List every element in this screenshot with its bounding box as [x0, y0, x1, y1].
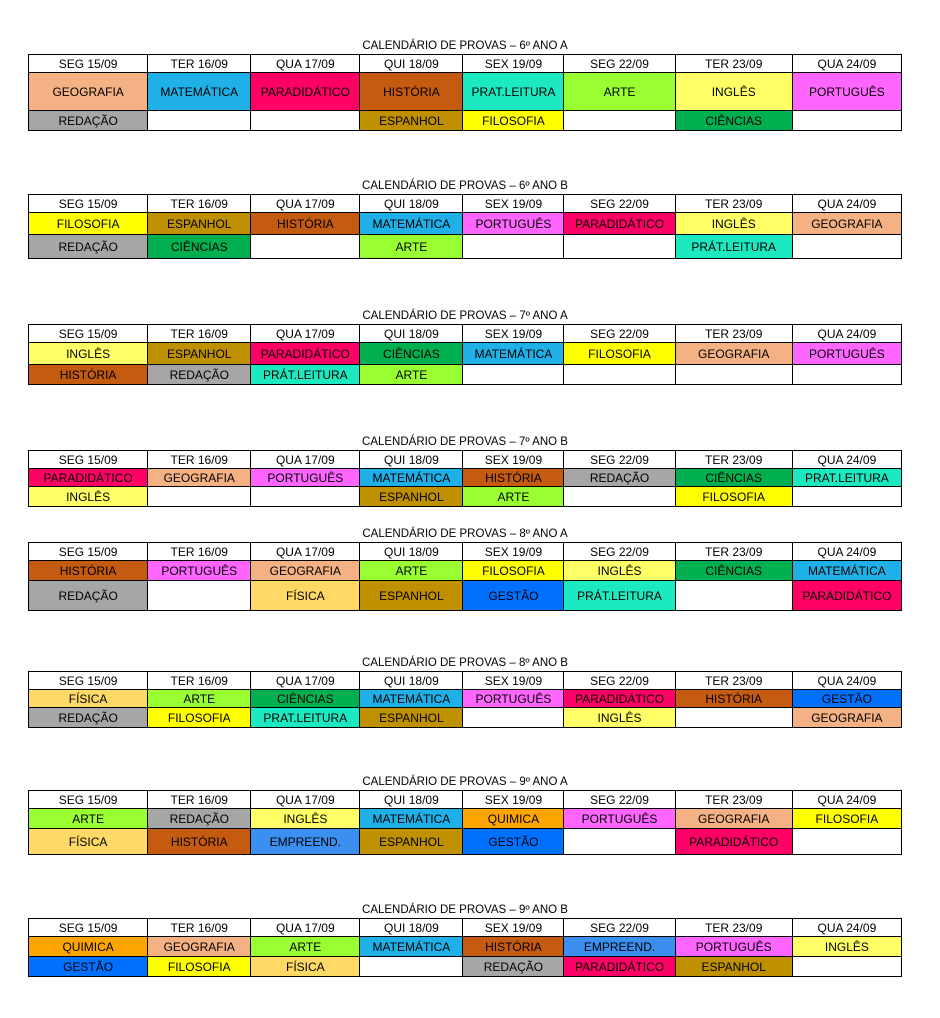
subject-cell: GEOGRAFIA	[148, 469, 251, 487]
day-header: QUA 17/09	[251, 791, 360, 809]
subject-cell: REDAÇÃO	[29, 708, 148, 728]
empty-cell	[148, 111, 251, 131]
day-header: QUA 24/09	[792, 325, 901, 343]
header-row	[29, 791, 902, 809]
subject-cell: QUIMICA	[463, 809, 564, 829]
subject-cell: PRÁT.LEITURA	[564, 581, 675, 611]
subject-cell: MATEMÁTICA	[463, 343, 564, 365]
subject-cell: FILOSOFIA	[29, 213, 148, 235]
day-header: SEG 15/09	[29, 195, 148, 213]
subject-cell: PARADIDÁTICO	[564, 213, 675, 235]
subject-cell: FILOSOFIA	[148, 708, 251, 728]
day-header: QUA 17/09	[251, 325, 360, 343]
subject-cell: PARADIDÁTICO	[251, 73, 360, 111]
subject-cell: FILOSOFIA	[463, 111, 564, 131]
subject-cell: GEOGRAFIA	[792, 213, 901, 235]
day-header: QUA 24/09	[792, 791, 901, 809]
schedule-table	[28, 54, 902, 131]
day-header: TER 16/09	[148, 195, 251, 213]
subject-cell: FÍSICA	[251, 581, 360, 611]
day-header: SEX 19/09	[463, 672, 564, 690]
subject-cell: GEOGRAFIA	[29, 73, 148, 111]
empty-cell	[564, 235, 675, 259]
empty-cell	[792, 487, 901, 507]
subject-cell: INGLÊS	[29, 343, 148, 365]
subject-cell: GESTÃO	[29, 957, 148, 977]
subject-cell: HISTÓRIA	[360, 73, 463, 111]
subject-cell: REDAÇÃO	[29, 581, 148, 611]
subject-cell: GESTÃO	[463, 829, 564, 855]
subject-cell: ARTE	[148, 690, 251, 708]
subject-cell: PORTUGUÊS	[792, 73, 901, 111]
day-header: QUI 18/09	[360, 791, 463, 809]
day-header: QUA 17/09	[251, 195, 360, 213]
subject-cell: CIÊNCIAS	[251, 690, 360, 708]
day-header: SEX 19/09	[463, 325, 564, 343]
schedule-table	[28, 324, 902, 385]
day-header: SEG 15/09	[29, 919, 148, 937]
day-header: TER 23/09	[675, 791, 792, 809]
day-header: QUI 18/09	[360, 672, 463, 690]
day-header: QUA 24/09	[792, 672, 901, 690]
subject-cell: PORTUGUÊS	[463, 690, 564, 708]
day-header: QUI 18/09	[360, 543, 463, 561]
subject-cell: HISTÓRIA	[29, 561, 148, 581]
subject-cell: INGLÊS	[675, 213, 792, 235]
empty-cell	[564, 487, 675, 507]
subject-row	[29, 937, 902, 957]
subject-cell: MATEMÁTICA	[360, 809, 463, 829]
subject-cell: GEOGRAFIA	[148, 937, 251, 957]
subject-cell: GEOGRAFIA	[675, 809, 792, 829]
subject-cell: ESPANHOL	[148, 213, 251, 235]
subject-row	[29, 73, 902, 111]
subject-cell: INGLÊS	[29, 487, 148, 507]
subject-cell: GEOGRAFIA	[792, 708, 901, 728]
subject-cell: MATEMÁTICA	[148, 73, 251, 111]
subject-cell: REDAÇÃO	[463, 957, 564, 977]
day-header: QUA 24/09	[792, 919, 901, 937]
schedule-title: CALENDÁRIO DE PROVAS – 7º ANO A	[362, 310, 568, 322]
subject-cell: GEOGRAFIA	[251, 561, 360, 581]
schedule-block	[28, 774, 902, 855]
empty-cell	[792, 365, 901, 385]
subject-cell: INGLÊS	[564, 708, 675, 728]
subject-cell: QUIMICA	[29, 937, 148, 957]
subject-row	[29, 343, 902, 365]
subject-row	[29, 809, 902, 829]
day-header: QUI 18/09	[360, 919, 463, 937]
day-header: SEG 22/09	[564, 55, 675, 73]
day-header: QUA 17/09	[251, 451, 360, 469]
day-header: TER 23/09	[675, 543, 792, 561]
subject-cell: FILOSOFIA	[148, 957, 251, 977]
subject-cell: GESTÃO	[463, 581, 564, 611]
subject-cell: PRÁT.LEITURA	[675, 235, 792, 259]
schedule-block	[28, 178, 902, 259]
subject-cell: PORTUGUÊS	[564, 809, 675, 829]
subject-cell: HISTÓRIA	[463, 469, 564, 487]
subject-cell: INGLÊS	[251, 809, 360, 829]
subject-row	[29, 561, 902, 581]
schedule-title: CALENDÁRIO DE PROVAS – 9º ANO B	[362, 904, 568, 916]
subject-cell: PARADIDÁTICO	[29, 469, 148, 487]
subject-cell: PARADIDÁTICO	[564, 690, 675, 708]
subject-cell: ESPANHOL	[360, 581, 463, 611]
day-header: SEX 19/09	[463, 543, 564, 561]
day-header: SEX 19/09	[463, 791, 564, 809]
day-header: TER 16/09	[148, 325, 251, 343]
subject-cell: EMPREEND.	[251, 829, 360, 855]
schedule-table	[28, 542, 902, 611]
day-header: TER 16/09	[148, 919, 251, 937]
subject-cell: ESPANHOL	[360, 111, 463, 131]
empty-cell	[463, 708, 564, 728]
subject-cell: MATEMÁTICA	[360, 937, 463, 957]
schedule-table	[28, 918, 902, 977]
subject-cell: HISTÓRIA	[251, 213, 360, 235]
subject-row	[29, 111, 902, 131]
day-header: TER 23/09	[675, 451, 792, 469]
empty-cell	[360, 957, 463, 977]
day-header: SEG 22/09	[564, 919, 675, 937]
day-header: SEX 19/09	[463, 919, 564, 937]
subject-row	[29, 957, 902, 977]
subject-cell: HISTÓRIA	[29, 365, 148, 385]
subject-cell: PRAT.LEITURA	[463, 73, 564, 111]
day-header: SEG 22/09	[564, 543, 675, 561]
schedule-table	[28, 450, 902, 507]
schedule-table	[28, 194, 902, 259]
subject-cell: PARADIDÁTICO	[792, 581, 901, 611]
subject-cell: REDAÇÃO	[148, 365, 251, 385]
empty-cell	[463, 365, 564, 385]
subject-row	[29, 708, 902, 728]
schedule-block	[28, 526, 902, 611]
subject-cell: PARADIDÁTICO	[675, 829, 792, 855]
subject-cell: FÍSICA	[29, 690, 148, 708]
subject-cell: ARTE	[251, 937, 360, 957]
day-header: SEG 22/09	[564, 791, 675, 809]
header-row	[29, 195, 902, 213]
empty-cell	[675, 581, 792, 611]
empty-cell	[792, 235, 901, 259]
empty-cell	[792, 829, 901, 855]
subject-cell: GESTÃO	[792, 690, 901, 708]
day-header: TER 16/09	[148, 672, 251, 690]
subject-cell: FÍSICA	[251, 957, 360, 977]
schedule-block	[28, 38, 902, 131]
subject-cell: HISTÓRIA	[463, 937, 564, 957]
day-header: QUA 17/09	[251, 919, 360, 937]
day-header: TER 23/09	[675, 919, 792, 937]
subject-cell: ARTE	[360, 365, 463, 385]
subject-cell: INGLÊS	[564, 561, 675, 581]
schedule-block	[28, 434, 902, 507]
schedule-title: CALENDÁRIO DE PROVAS – 6º ANO B	[362, 180, 568, 192]
day-header: TER 16/09	[148, 451, 251, 469]
empty-cell	[463, 235, 564, 259]
subject-row	[29, 690, 902, 708]
subject-cell: MATEMÁTICA	[792, 561, 901, 581]
subject-cell: PRAT.LEITURA	[792, 469, 901, 487]
subject-cell: MATEMÁTICA	[360, 213, 463, 235]
header-row	[29, 672, 902, 690]
subject-cell: ARTE	[360, 235, 463, 259]
day-header: SEG 15/09	[29, 451, 148, 469]
day-header: SEX 19/09	[463, 195, 564, 213]
day-header: QUA 17/09	[251, 55, 360, 73]
day-header: TER 16/09	[148, 791, 251, 809]
subject-cell: ESPANHOL	[148, 343, 251, 365]
empty-cell	[564, 829, 675, 855]
day-header: QUI 18/09	[360, 325, 463, 343]
empty-cell	[675, 708, 792, 728]
schedule-table	[28, 790, 902, 855]
subject-cell: INGLÊS	[792, 937, 901, 957]
subject-cell: PRAT.LEITURA	[251, 708, 360, 728]
day-header: SEG 15/09	[29, 791, 148, 809]
subject-cell: REDAÇÃO	[29, 235, 148, 259]
day-header: QUA 17/09	[251, 672, 360, 690]
empty-cell	[675, 365, 792, 385]
schedule-title: CALENDÁRIO DE PROVAS – 9º ANO A	[362, 776, 568, 788]
day-header: SEG 22/09	[564, 451, 675, 469]
subject-cell: CIÊNCIAS	[675, 469, 792, 487]
day-header: QUI 18/09	[360, 451, 463, 469]
subject-cell: CIÊNCIAS	[675, 111, 792, 131]
subject-row	[29, 469, 902, 487]
subject-cell: PORTUGUÊS	[463, 213, 564, 235]
day-header: QUA 17/09	[251, 543, 360, 561]
subject-cell: CIÊNCIAS	[360, 343, 463, 365]
subject-cell: CIÊNCIAS	[675, 561, 792, 581]
empty-cell	[251, 111, 360, 131]
day-header: SEG 15/09	[29, 325, 148, 343]
subject-row	[29, 213, 902, 235]
subject-cell: REDAÇÃO	[148, 809, 251, 829]
subject-cell: ESPANHOL	[675, 957, 792, 977]
subject-cell: EMPREEND.	[564, 937, 675, 957]
subject-cell: REDAÇÃO	[564, 469, 675, 487]
subject-cell: MATEMÁTICA	[360, 469, 463, 487]
header-row	[29, 325, 902, 343]
schedule-block	[28, 655, 902, 728]
subject-cell: CIÊNCIAS	[148, 235, 251, 259]
day-header: QUI 18/09	[360, 55, 463, 73]
schedule-block	[28, 902, 902, 977]
day-header: QUA 24/09	[792, 195, 901, 213]
subject-row	[29, 829, 902, 855]
subject-cell: GEOGRAFIA	[675, 343, 792, 365]
schedule-table	[28, 671, 902, 728]
subject-cell: ESPANHOL	[360, 487, 463, 507]
day-header: QUA 24/09	[792, 451, 901, 469]
day-header: TER 16/09	[148, 543, 251, 561]
day-header: TER 23/09	[675, 325, 792, 343]
subject-cell: ARTE	[564, 73, 675, 111]
subject-cell: PARADIDÁTICO	[251, 343, 360, 365]
schedule-title: CALENDÁRIO DE PROVAS – 7º ANO B	[362, 436, 568, 448]
empty-cell	[564, 365, 675, 385]
day-header: QUI 18/09	[360, 195, 463, 213]
subject-row	[29, 487, 902, 507]
day-header: QUA 24/09	[792, 543, 901, 561]
subject-cell: ARTE	[29, 809, 148, 829]
subject-cell: ARTE	[360, 561, 463, 581]
subject-cell: ARTE	[463, 487, 564, 507]
subject-row	[29, 365, 902, 385]
subject-cell: INGLÊS	[675, 73, 792, 111]
day-header: TER 23/09	[675, 672, 792, 690]
day-header: TER 23/09	[675, 195, 792, 213]
subject-cell: PORTUGUÊS	[148, 561, 251, 581]
day-header: SEX 19/09	[463, 55, 564, 73]
day-header: QUA 24/09	[792, 55, 901, 73]
day-header: SEG 15/09	[29, 55, 148, 73]
empty-cell	[251, 487, 360, 507]
header-row	[29, 451, 902, 469]
subject-cell: PORTUGUÊS	[792, 343, 901, 365]
subject-cell: REDAÇÃO	[29, 111, 148, 131]
subject-row	[29, 581, 902, 611]
empty-cell	[564, 111, 675, 131]
day-header: SEG 15/09	[29, 543, 148, 561]
day-header: SEG 22/09	[564, 195, 675, 213]
day-header: SEX 19/09	[463, 451, 564, 469]
empty-cell	[251, 235, 360, 259]
subject-cell: PRÁT.LEITURA	[251, 365, 360, 385]
subject-cell: FÍSICA	[29, 829, 148, 855]
day-header: SEG 22/09	[564, 325, 675, 343]
subject-cell: HISTÓRIA	[675, 690, 792, 708]
subject-cell: FILOSOFIA	[675, 487, 792, 507]
subject-cell: FILOSOFIA	[463, 561, 564, 581]
subject-row	[29, 235, 902, 259]
subject-cell: MATEMÁTICA	[360, 690, 463, 708]
empty-cell	[148, 487, 251, 507]
subject-cell: HISTÓRIA	[148, 829, 251, 855]
schedule-block	[28, 308, 902, 385]
header-row	[29, 55, 902, 73]
empty-cell	[148, 581, 251, 611]
subject-cell: ESPANHOL	[360, 829, 463, 855]
day-header: SEG 15/09	[29, 672, 148, 690]
empty-cell	[792, 957, 901, 977]
day-header: TER 16/09	[148, 55, 251, 73]
subject-cell: ESPANHOL	[360, 708, 463, 728]
empty-cell	[792, 111, 901, 131]
schedule-title: CALENDÁRIO DE PROVAS – 8º ANO A	[362, 528, 568, 540]
subject-cell: PORTUGUÊS	[251, 469, 360, 487]
schedule-title: CALENDÁRIO DE PROVAS – 8º ANO B	[362, 657, 568, 669]
schedule-title: CALENDÁRIO DE PROVAS – 6º ANO A	[362, 40, 568, 52]
day-header: TER 23/09	[675, 55, 792, 73]
header-row	[29, 543, 902, 561]
header-row	[29, 919, 902, 937]
subject-cell: FILOSOFIA	[564, 343, 675, 365]
day-header: SEG 22/09	[564, 672, 675, 690]
subject-cell: FILOSOFIA	[792, 809, 901, 829]
subject-cell: PARADIDÁTICO	[564, 957, 675, 977]
subject-cell: PORTUGUÊS	[675, 937, 792, 957]
